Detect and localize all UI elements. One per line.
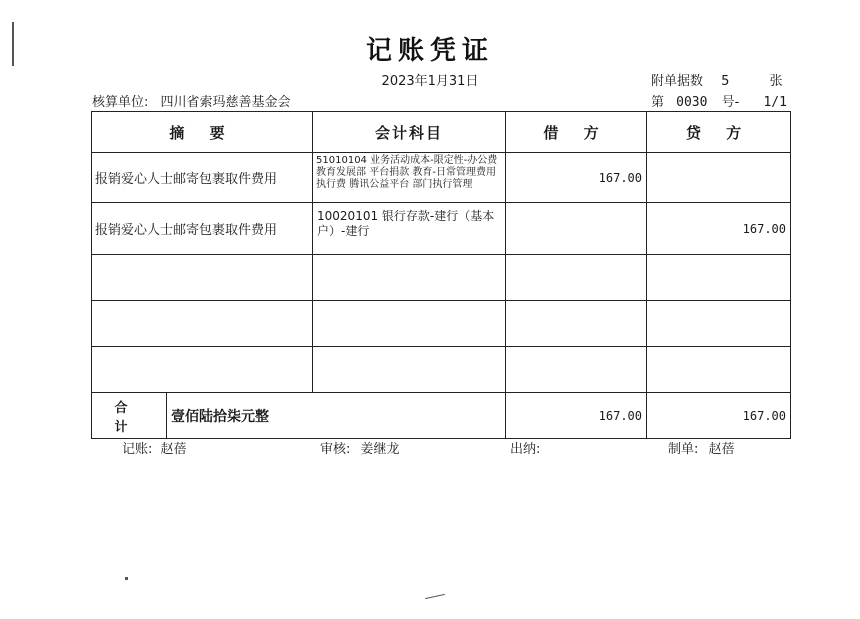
footer-maker [668, 438, 735, 457]
header-summary: 摘 要 [92, 112, 313, 153]
bookkeeper-name: 赵蓓 [160, 442, 187, 457]
row-credit [647, 153, 791, 203]
footer-reviewer [320, 438, 400, 457]
scan-mark [12, 22, 14, 66]
row-summary [92, 347, 313, 393]
row-summary [92, 301, 313, 347]
voucher-title: 记账凭证 [365, 36, 494, 66]
accounting-unit-name: 四川省索玛慈善基金会 [160, 95, 291, 110]
total-label: 合 计 [92, 393, 167, 439]
row-subject: 10020101 银行存款-建行（基本户）-建行 [313, 203, 506, 255]
voucher-table [91, 111, 791, 439]
reviewer-label: 审核: [320, 442, 351, 457]
accounting-unit-label: 核算单位: [92, 95, 149, 110]
header-debit: 借 方 [506, 112, 647, 153]
row-debit [506, 347, 647, 393]
table-row [92, 203, 791, 255]
row-credit [647, 301, 791, 347]
voucher-page: 1/1 [763, 95, 787, 110]
row-summary: 报销爱心人士邮寄包裹取件费用 [92, 153, 313, 203]
row-credit: 167.00 [647, 203, 791, 255]
voucher-number-suffix: 号- [721, 95, 740, 110]
voucher-number-prefix: 第 [651, 95, 665, 110]
scan-speck [125, 577, 128, 580]
row-subject: 51010104 业务活动成本-限定性-办公费 教育发展部 平台捐款 教育-日常管理费用 执行费 腾讯公益平台 部门执行管理 [313, 153, 506, 203]
total-row [92, 393, 791, 439]
voucher-date: 2023年1月31日 [381, 74, 479, 89]
accounting-unit [92, 91, 291, 110]
row-subject [313, 347, 506, 393]
row-subject [313, 301, 506, 347]
row-debit [506, 301, 647, 347]
footer-cashier [510, 438, 540, 457]
table-header-row [92, 112, 791, 153]
table-row [92, 347, 791, 393]
table-row [92, 255, 791, 301]
row-credit [647, 255, 791, 301]
voucher-number-value: 0030 [676, 95, 708, 110]
attachments-number: 5 [721, 74, 730, 89]
bookkeeper-label: 记账: [122, 442, 153, 457]
attachments-unit: 张 [769, 74, 783, 89]
table-row [92, 301, 791, 347]
row-debit [506, 203, 647, 255]
voucher-number [651, 91, 787, 110]
reviewer-name: 姜继龙 [360, 442, 400, 457]
footer-bookkeeper [122, 438, 187, 457]
header-subject: 会计科目 [313, 112, 506, 153]
attachments-label: 附单据数 [651, 74, 704, 89]
maker-name: 赵蓓 [708, 442, 735, 457]
attachments-count [651, 70, 783, 89]
row-credit [647, 347, 791, 393]
total-amount-words: 壹佰陆拾柒元整 [167, 393, 506, 439]
row-debit: 167.00 [506, 153, 647, 203]
total-credit: 167.00 [647, 393, 791, 439]
row-debit [506, 255, 647, 301]
cashier-label: 出纳: [510, 442, 541, 457]
header-credit: 贷 方 [647, 112, 791, 153]
row-summary [92, 255, 313, 301]
maker-label: 制单: [668, 442, 699, 457]
total-debit: 167.00 [506, 393, 647, 439]
scan-speck [425, 594, 445, 599]
row-subject [313, 255, 506, 301]
row-summary: 报销爱心人士邮寄包裹取件费用 [92, 203, 313, 255]
table-row [92, 153, 791, 203]
